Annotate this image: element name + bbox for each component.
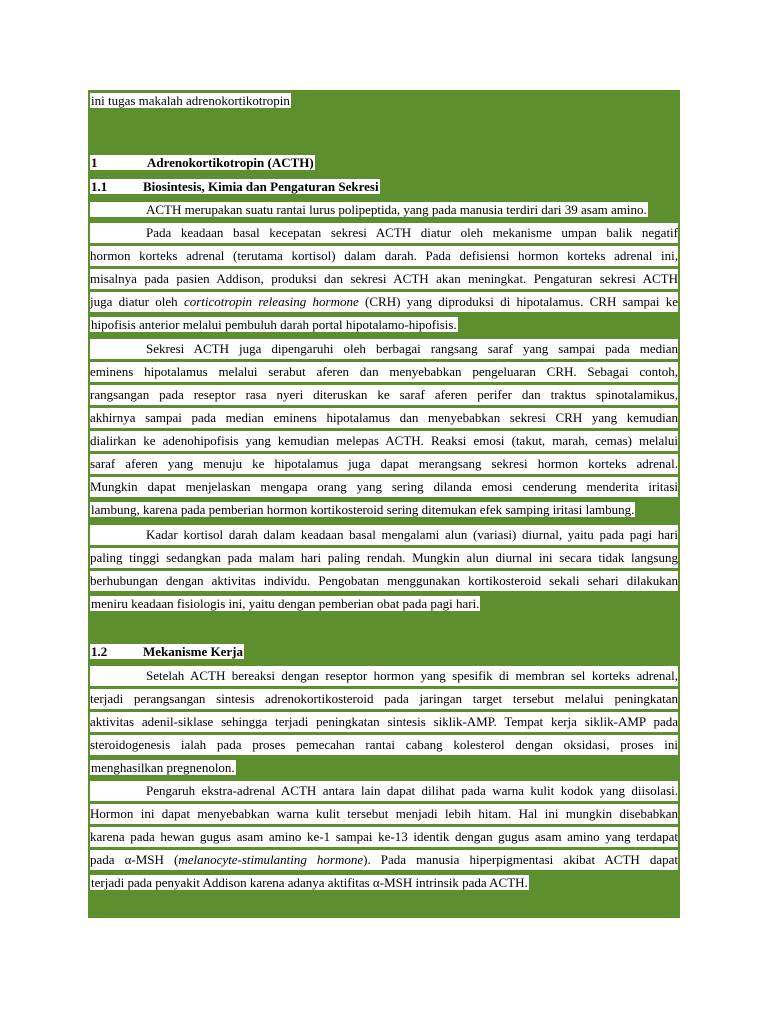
paragraph-4-line: berhubungan dengan aktivitas individu. Pengobatan menggunakan kortikosteroid sekali sehari dilakukan [90,571,678,591]
paragraph-2-line: hormon korteks adrenal (terutama kortisol) dalam darah. Pada defisiensi hormon korteks adrenal ini, [90,246,678,266]
section-heading-1-2 [90,642,244,662]
paragraph-6-line: karena pada hewan gugus asam amino ke-1 sampai ke-13 identik dengan gugus asam amino yang terdapat [90,827,678,847]
paragraph-6-line: pada α-MSH (melanocyte-stimulanting hormone). Pada manusia hiperpigmentasi akibat ACTH dapat [90,850,678,870]
paragraph-3-line: Sekresi ACTH juga dipengaruhi oleh berbagai rangsang saraf yang sampai pada median [90,339,678,359]
paragraph-2-line: Pada keadaan basal kecepatan sekresi ACTH diatur oleh mekanisme umpan balik negatif [90,223,678,243]
paragraph-3-line: eminens hipotalamus melalui serabut aferen dan menyebabkan pengeluaran CRH. Sebagai contoh, [90,362,678,382]
paragraph-5-line: steroidogenesis ialah pada proses pemecahan rantai cabang kolesterol dengan oksidasi, proses ini [90,735,678,755]
paragraph-2-line: misalnya pada pasien Addison, produksi dan sekresi ACTH akan meningkat. Pengaturan sekresi ACTH [90,269,678,289]
paragraph-2-line: juga diatur oleh corticotropin releasing hormone (CRH) yang diproduksi di hipotalamus. CRH sampai ke [90,292,678,312]
paragraph-5-line: aktivitas adenil-siklase sehingga terjadi peningkatan sintesis siklik-AMP. Tempat kerja siklik-AMP pada [90,712,678,732]
section-number: 1.1 [91,179,108,194]
section-title: Biosintesis, Kimia dan Pengaturan Sekresi [143,179,379,194]
paragraph-4-line: Kadar kortisol darah dalam keadaan basal mengalami alun (variasi) diurnal, yaitu pada pagi hari [90,525,678,545]
intro-line: ini tugas makalah adrenokortikotropin [91,93,290,108]
paragraph-3-line: rangsangan pada reseptor rasa nyeri diteruskan ke saraf aferen perifer dan traktus spinotalamikus, [90,385,678,405]
paragraph-3-line: saraf aferen yang menuju ke hipotalamus juga dapat merangsang sekresi hormon korteks adrenal. [90,454,678,474]
section-heading-1 [90,153,315,173]
section-heading-1-1 [90,177,380,197]
paragraph-6-line: Hormon ini dapat menyebabkan warna kulit tersebut menjadi lebih hitam. Hal ini mungkin disebabkan [90,804,678,824]
section-title: Mekanisme Kerja [143,644,244,659]
paragraph-3-line: lambung, karena pada pemberian hormon kortikosteroid sering ditemukan efek samping iritasi lambung. [91,502,635,517]
paragraph-5-line: Setelah ACTH bereaksi dengan reseptor hormon yang spesifik di membran sel korteks adrenal, [90,666,678,686]
paragraph-6-line: Pengaruh ekstra-adrenal ACTH antara lain dapat dilihat pada warna kulit kodok yang diisolasi. [90,781,678,801]
section-number: 1.2 [91,644,108,659]
paragraph-4-line: meniru keadaan fisiologis ini, yaitu dengan pemberian obat pada pagi hari. [91,596,480,611]
paragraph-5-line: menghasilkan pregnenolon. [91,760,235,775]
paragraph-6-line: terjadi pada penyakit Addison karena adanya aktifitas α-MSH intrinsik pada ACTH. [91,875,528,890]
paragraph-4-line: paling tinggi sedangkan pada malam hari paling rendah. Mungkin alun diurnal ini secara tidak langsung [90,548,678,568]
paragraph-3-line: dialirkan ke adenohipofisis yang kemudian melepas ACTH. Reaksi emosi (takut, marah, cemas) melalui [90,431,678,451]
paragraph-5-line: terjadi perangsangan sintesis adrenokortikosteroid pada jaringan target tersebut melalui peningkatan [90,689,678,709]
section-title: Adrenokortikotropin (ACTH) [147,155,314,170]
paragraph-3-line: akhirnya sampai pada median eminens hipotalamus dan menyebabkan sekresi CRH yang kemudian [90,408,678,428]
paragraph-2-line: hipofisis anterior melalui pembuluh darah portal hipotalamo-hipofisis. [91,317,457,332]
paragraph-1-line: ACTH merupakan suatu rantai lurus polipeptida, yang pada manusia terdiri dari 39 asam amino. [90,200,648,220]
section-number: 1 [91,155,98,170]
paragraph-3-line: Mungkin dapat menjelaskan mengapa orang yang sering dilanda emosi cenderung menderita iritasi [90,477,678,497]
